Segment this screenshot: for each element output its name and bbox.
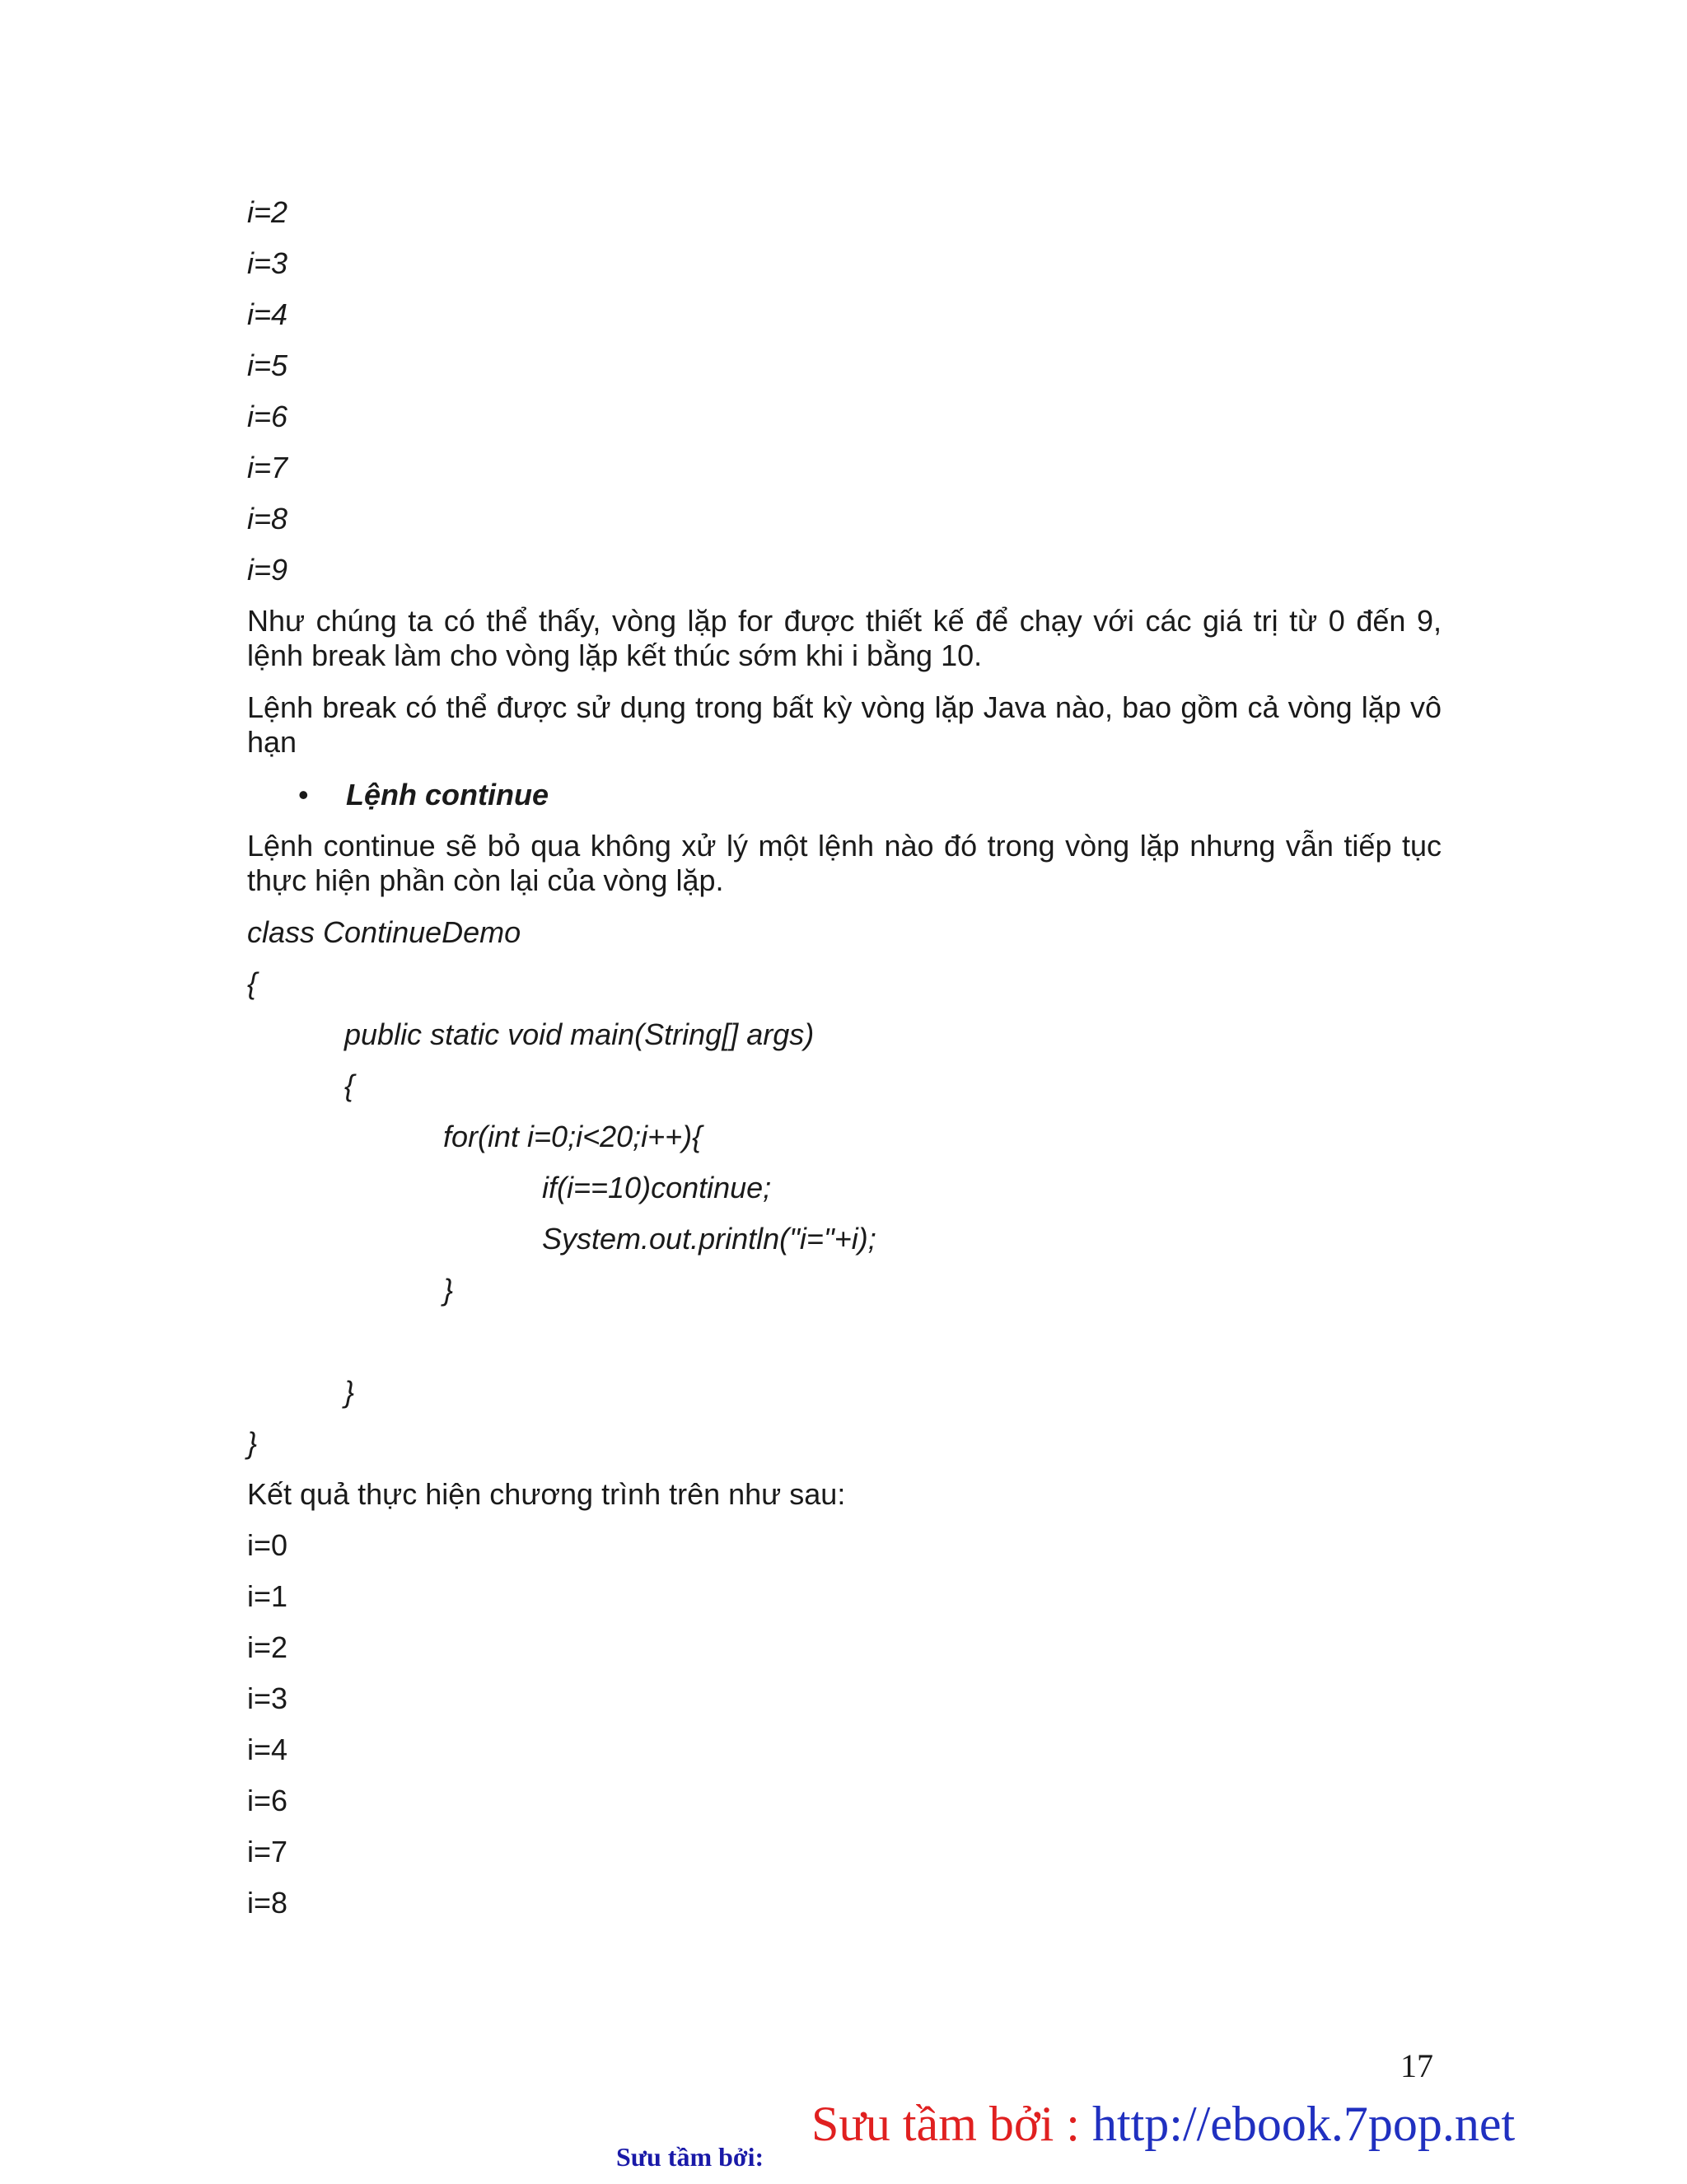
code-line: } xyxy=(443,1273,454,1307)
output-line: i=2 xyxy=(247,1630,288,1664)
code-line: for(int i=0;i<20;i++){ xyxy=(443,1120,703,1153)
code-line: { xyxy=(247,966,258,1000)
result-label: Kết quả thực hiện chương trình trên như sau: xyxy=(247,1477,846,1511)
paragraph-break-usage: Lệnh break có thể được sử dụng trong bất kỳ vòng lặp Java nào, bao gồm cả vòng lặp vô hạn xyxy=(247,690,1442,759)
code-line: } xyxy=(247,1426,258,1460)
output-line: i=5 xyxy=(247,348,288,382)
paragraph-continue-explanation: Lệnh continue sẽ bỏ qua không xử lý một lệnh nào đó trong vòng lặp nhưng vẫn tiếp tục thực hiện phần còn lại của vòng lặp. xyxy=(247,829,1442,897)
output-line: i=8 xyxy=(247,502,288,535)
output-line: i=3 xyxy=(247,246,288,280)
output-line: i=7 xyxy=(247,1835,288,1868)
output-line: i=0 xyxy=(247,1528,288,1562)
page-number: 17 xyxy=(1400,2047,1433,2084)
output-line: i=8 xyxy=(247,1886,288,1920)
output-line: i=6 xyxy=(247,400,288,433)
code-line: if(i==10)continue; xyxy=(542,1171,772,1204)
watermark-url: http://ebook.7pop.net xyxy=(1091,2097,1516,2151)
output-line: i=4 xyxy=(247,1733,288,1766)
paragraph-break-explanation: Như chúng ta có thể thấy, vòng lặp for được thiết kế để chạy với các giá trị từ 0 đến 9, lệnh break làm cho vòng lặp kết thúc sớm khi i bằng 10. xyxy=(247,604,1442,672)
footer-credit: Sưu tầm bởi: xyxy=(616,2142,764,2172)
section-heading: Lệnh continue xyxy=(346,778,549,811)
code-line: System.out.println("i="+i); xyxy=(542,1222,876,1256)
output-line: i=7 xyxy=(247,451,288,484)
watermark xyxy=(811,2097,1515,2151)
code-line: class ContinueDemo xyxy=(247,915,521,949)
bullet-icon: • xyxy=(298,778,309,811)
output-line: i=4 xyxy=(247,297,288,331)
output-line: i=2 xyxy=(247,195,288,229)
code-line: } xyxy=(344,1375,355,1409)
output-line: i=6 xyxy=(247,1784,288,1817)
code-line: public static void main(String[] args) xyxy=(344,1017,815,1051)
output-line: i=9 xyxy=(247,553,288,587)
output-line: i=1 xyxy=(247,1579,288,1613)
code-line: { xyxy=(344,1069,355,1102)
output-line: i=3 xyxy=(247,1681,288,1715)
watermark-label: Sưu tầm bởi : xyxy=(811,2097,1092,2151)
